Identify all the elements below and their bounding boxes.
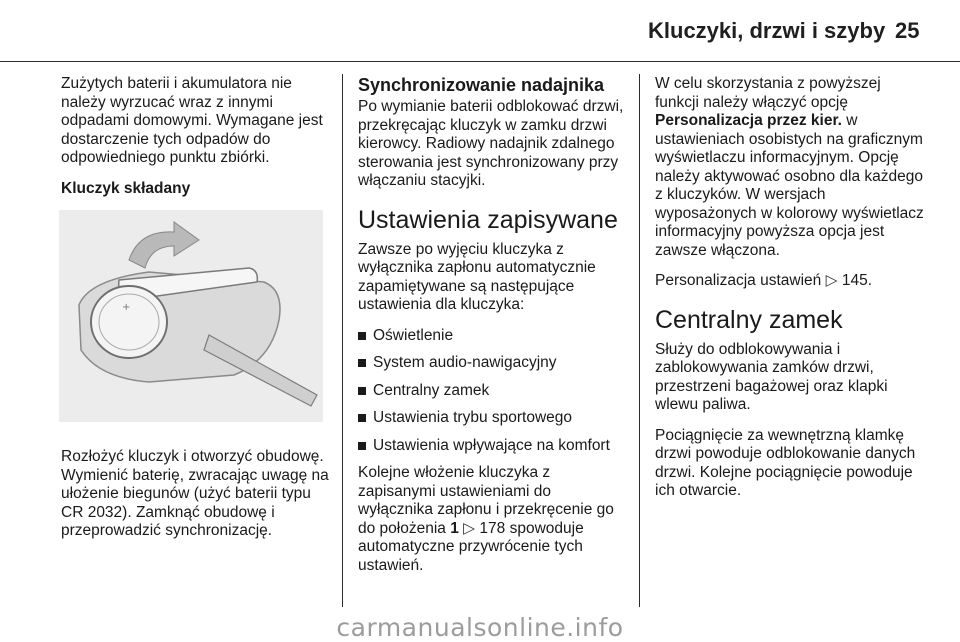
ignition-position: 1 bbox=[450, 519, 459, 537]
page-reference-link[interactable]: 145. bbox=[841, 272, 873, 289]
central-locking-paragraph: Służy do odblokowywania i zablokowywania zamków drzwi, przestrzeni bagażowej oraz klapki wlewu paliwa. bbox=[655, 340, 888, 413]
watermark-text: carmanualsonline.info bbox=[336, 613, 624, 642]
column-right bbox=[655, 75, 925, 513]
heading-central-locking: Centralny zamek bbox=[655, 305, 843, 334]
list-item: System audio-nawigacyjny bbox=[358, 354, 628, 373]
door-handle-paragraph: Pociągnięcie za wewnętrzną klamkę drzwi powoduje odblokowanie danych drzwi. Kolejne pociągnięcie powoduje ich otwarcie. bbox=[655, 426, 916, 499]
restore-settings-paragraph bbox=[358, 464, 628, 575]
personalization-text-end: w ustawieniach osobistych na graficznym wyświetlaczu informacyjnym. Opcję należy aktywować osobno dla każdego z kluczyków. W wersjach wyposażonych w kolorowy wyświetlacz informacyjny powyższa opcja jest zawsze włączona. bbox=[655, 112, 924, 259]
saved-settings-intro: Zawsze po wyjęciu kluczyka z wyłącznika zapłonu automatycznie zapamiętywane są następujące ustawienia dla kluczyka: bbox=[358, 240, 596, 313]
personalization-text-start: W celu skorzystania z powyższej funkcji należy włączyć opcję bbox=[655, 75, 881, 111]
personalization-ref-text: Personalizacja ustawień bbox=[655, 272, 822, 289]
list-item: Oświetlenie bbox=[358, 327, 628, 346]
svg-text:+: + bbox=[122, 302, 131, 313]
restore-text-start: Kolejne włożenie kluczyka z zapisanymi ustawieniami do wyłącznika zapłonu i przekręcenie go do położenia bbox=[358, 464, 614, 537]
list-item: Ustawienia wpływające na komfort bbox=[358, 437, 628, 456]
header-rule bbox=[0, 61, 960, 62]
heading-transmitter-sync: Synchronizowanie nadajnika bbox=[358, 75, 605, 95]
restore-text-end: spowoduje automatyczne przywrócenie tych ustawień. bbox=[358, 519, 584, 574]
personalization-paragraph bbox=[655, 75, 925, 260]
list-item: Ustawienia trybu sportowego bbox=[358, 409, 628, 428]
personalization-option-name: Personalizacja przez kier. bbox=[655, 112, 842, 129]
instructions-text-start: Rozłożyć kluczyk i otworzyć obudowę. Wymienić baterię, zwracając uwagę na ułożenie biegunów (użyć baterii typu bbox=[61, 448, 329, 502]
page-reference-triangle-icon: ▷ bbox=[825, 272, 838, 289]
page-header-title: Kluczyki, drzwi i szyby bbox=[648, 18, 886, 43]
saved-settings-list bbox=[358, 327, 628, 456]
battery-disposal-paragraph: Zużytych baterii i akumulatora nie należy wyrzucać wraz z innymi odpadami domowymi. Wymagane jest dostarczenie tych odpadów do odpowiedniego punktu zbiórki. bbox=[61, 75, 323, 166]
heading-saved-settings: Ustawienia zapisywane bbox=[358, 205, 618, 234]
page-reference-link[interactable]: 178 bbox=[479, 519, 506, 537]
page-number: 25 bbox=[895, 18, 920, 43]
sync-paragraph: Po wymianie baterii odblokować drzwi, przekręcając kluczyk w zamku drzwi kierowcy. Radiowy nadajnik zdalnego sterowania jest synchronizowany przy włączaniu stacyjki. bbox=[358, 98, 624, 189]
list-item: Centralny zamek bbox=[358, 382, 628, 401]
page-reference-triangle-icon: ▷ bbox=[463, 519, 476, 537]
column-divider bbox=[639, 74, 640, 607]
column-left bbox=[61, 75, 331, 553]
folding-key-battery-illustration bbox=[59, 210, 323, 422]
subheading-folding-key: Kluczyk składany bbox=[61, 179, 191, 197]
instructions-text-end: CR 2032). Zamknąć obudowę i przeprowadzić synchronizację. bbox=[61, 503, 275, 539]
column-middle bbox=[358, 75, 628, 587]
column-divider bbox=[342, 74, 343, 607]
personalization-reference bbox=[655, 272, 925, 291]
folding-key-instructions bbox=[61, 448, 331, 541]
